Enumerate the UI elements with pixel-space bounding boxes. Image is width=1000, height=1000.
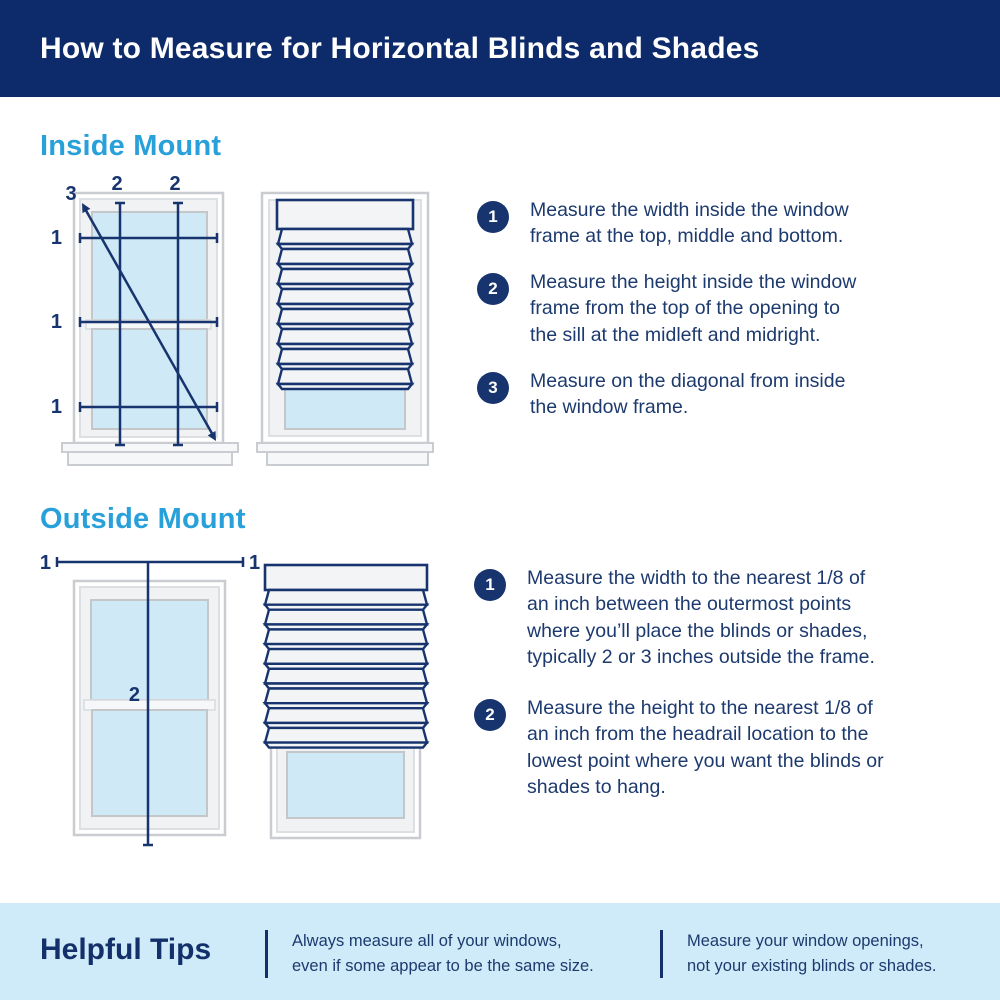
step-number-badge: 1 <box>477 201 509 233</box>
window-frame <box>74 581 225 835</box>
page-title: How to Measure for Horizontal Blinds and Shades <box>40 31 760 65</box>
outside-mount-measured-window-diagram <box>36 550 261 860</box>
tip-divider <box>660 930 663 978</box>
outside-mount-shade-window-diagram <box>253 550 443 860</box>
step-text: Measure the height to the nearest 1/8 of an inch from the headrail location to the lowest point where you want the blinds or shades to hang. <box>527 697 884 798</box>
helpful-tips-bar <box>0 903 1000 1000</box>
window-frame <box>62 193 238 465</box>
diagonal-measure-label: 3 <box>65 183 77 205</box>
tip-2: Measure your window openings, not your existing blinds or shades. <box>687 932 937 975</box>
width-measure-label: 1 <box>50 311 62 333</box>
step-number-badge: 1 <box>474 569 506 601</box>
width-measure-label: 1 <box>39 552 51 574</box>
inside-step-3 <box>477 368 845 421</box>
step-text: Measure the width to the nearest 1/8 of an inch between the outermost points where you’ll place the blinds or shades, typically 2 or 3 inches outside the frame. <box>527 567 875 668</box>
step-text: Measure on the diagonal from inside the window frame. <box>530 370 846 419</box>
outside-mount-heading: Outside Mount <box>40 503 246 535</box>
height-measure-label: 2 <box>128 684 140 706</box>
header-banner <box>0 0 1000 97</box>
window-frame <box>271 735 420 838</box>
step-text: Measure the height inside the window frame from the top of the opening to the sill at the midleft and midright. <box>530 271 857 346</box>
roman-shade <box>277 200 413 389</box>
inside-step-1 <box>477 197 849 250</box>
step-number-badge: 3 <box>477 372 509 404</box>
height-measure-label: 2 <box>169 173 181 195</box>
outside-step-2 <box>474 695 884 800</box>
height-measure-label: 2 <box>111 173 123 195</box>
inside-mount-heading: Inside Mount <box>40 130 222 162</box>
step-text: Measure the width inside the window frame at the top, middle and bottom. <box>530 199 849 248</box>
inside-mount-measured-window-diagram <box>36 172 251 472</box>
roman-shade <box>265 565 427 748</box>
tip-divider <box>265 930 268 978</box>
width-measure-label: 1 <box>50 227 62 249</box>
width-measure-label: 1 <box>249 552 261 574</box>
inside-step-2 <box>477 269 856 348</box>
step-number-badge: 2 <box>477 273 509 305</box>
inside-mount-shade-window-diagram <box>252 172 467 472</box>
tip-1: Always measure all of your windows, even if some appear to be the same size. <box>292 932 594 975</box>
helpful-tips-title: Helpful Tips <box>40 933 212 966</box>
width-measure-label: 1 <box>50 396 62 418</box>
step-number-badge: 2 <box>474 699 506 731</box>
outside-step-1 <box>474 565 875 670</box>
